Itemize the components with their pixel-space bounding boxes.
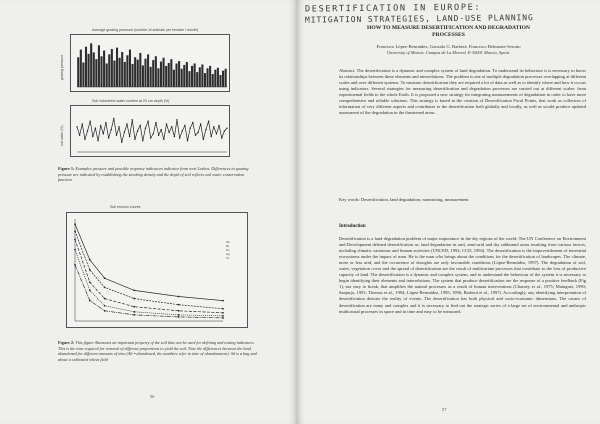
data-point [178,296,180,298]
keywords-line: Key words: Desertification, land degradation, monitoring, measurement [339,197,469,202]
data-point [222,315,224,317]
data-point [82,123,83,124]
data-point [176,119,177,120]
bar [219,75,221,87]
data-point [74,264,76,266]
data-point [74,249,76,251]
data-point [105,122,106,123]
data-point [222,312,224,314]
data-point [121,142,122,143]
data-point [139,125,140,126]
bar [225,69,227,87]
paper-title-line2: PROCESSES [432,32,465,38]
series-line-sc [75,239,223,312]
bar [152,60,154,87]
data-point [178,310,180,312]
data-point [221,137,222,138]
data-point [126,123,127,124]
bar [139,53,141,87]
series-line-ab [75,224,223,301]
introduction-heading: Introduction [339,224,366,229]
bar [100,56,102,87]
bar [111,49,113,87]
bar [124,62,126,87]
data-point [145,128,146,129]
data-point [166,123,167,124]
legend-item: Ab [226,240,230,244]
data-point [133,290,135,292]
bar [170,59,172,87]
data-point [92,136,93,137]
data-point [161,129,162,130]
data-point [133,306,135,308]
data-point [147,121,148,122]
data-point [76,126,77,127]
data-point [74,230,76,232]
figure1-caption-label: Figure 1: [58,166,75,171]
data-point [89,121,90,122]
data-point [87,130,88,131]
figure1-top-chart-title: Average grazing pressure (number of animals per hectare / month) [92,28,199,32]
data-point [226,128,227,129]
bar [214,70,216,87]
figure1-bottom-ylabel: soil water (%) [60,125,64,146]
bar [191,66,193,87]
data-point [95,128,96,129]
data-point [168,132,169,133]
data-point [103,133,104,134]
data-point [205,129,206,130]
right-page-number: 57 [442,407,447,412]
data-point [197,132,198,133]
bar [163,58,165,87]
bar [165,66,167,87]
data-point [104,277,106,279]
bar [196,72,198,87]
bar [108,54,110,87]
data-point [89,300,91,302]
bar [129,50,131,87]
data-point [116,135,117,136]
bar [119,58,121,87]
paper-affiliation: University of Murcia. Campus de La Merced. E-30001 Murcia, Spain. [386,50,511,55]
series-line-rt [75,231,223,309]
data-point [133,311,135,313]
data-point [129,136,130,137]
data-point [132,119,133,120]
data-point [163,139,164,140]
paper-authors: Francisco López-Bermúdez, Gonzalo G. Barberá, Francisco Belmonte-Serrato [376,44,521,49]
data-point [74,223,76,225]
data-point [200,123,201,124]
data-point [133,298,135,300]
data-point [150,137,151,138]
bar [137,60,139,87]
left-page [0,0,297,424]
soil-water-series [77,118,227,142]
data-point [195,135,196,136]
bar [157,68,159,87]
data-point [171,126,172,127]
bar [126,55,128,87]
data-point [108,137,109,138]
figure2-caption-label: Figure 2: [58,340,75,345]
bar [77,57,79,87]
data-point [79,135,80,136]
data-point [153,133,154,134]
figure2-caption [58,340,258,362]
figure1-caption-text: Examples pressure and possible response indicators indicator from west Lesbos. Differences in grazing pressure are indicated by establishing the stocking density and the depth of soil reflects soil water conservation function [58,166,249,182]
bar [121,52,123,87]
figure1-caption [58,166,258,183]
data-point [104,310,106,312]
data-point [192,122,193,123]
data-point [178,304,180,306]
bar [204,73,206,87]
data-point [89,281,91,283]
data-point [216,133,217,134]
introduction-paragraph: Desertification is a land degradation problem of major importance in the dry regions of the world. The UN Conference on Environment and Development defined desertification as: land degradation in arid, semi-arid and dry subhumid areas resulting from various factors, including climatic variations and human activities (UNCED, 1992; CCD, 1994). The desertification is the impoverishment of terrestrial ecosystems under the impact of man. He is the man who brings about the conditions for the desertification of landscapes. The climate, more or less arid, and the occurrence of droughts are only favourable conditions (López-Bermúdez, 1997). The degradation of soil, water, vegetation cover and the spread of desertification are the result of multivariate processes that contribute to the loss of productive capacity of land. The desertification is a dynamic and complex system, and to understand the behaviour of the system it is necessary to begin identifying their elements and interrelations. The system that produce desertification are the response of a positive feedback (Fig 1), not easy to break, that amplifies the natural processes as a result of human interventions (Charney et al., 1975; Mainguet, 1990; Sanjurjo, 1991; Thomas et al., 1994; López-Bermúdez, 1995, 1996; Barberá et al., 1997). Accordingly, any identifying interpretation of desertification distorts the reality of events. The desertification has both physical and socio-economic dimensions. The causes of desertification are many and complex and it is necessary to find out the strategic series of a large set of environmental and anthropic multicausal processes in space and in time and easy to be measured. [339,236,586,314]
data-point [222,317,224,319]
grazing-bar-chart [71,35,231,93]
bar [155,56,157,87]
bar [181,69,183,87]
bar [168,63,170,87]
bar [212,74,214,87]
data-point [142,140,143,141]
data-point [74,239,76,241]
right-page [297,0,600,424]
data-point [104,298,106,300]
data-point [189,128,190,129]
data-point [89,259,91,261]
figure2-legend [226,240,230,260]
bar [207,68,209,87]
bar [147,54,149,87]
paper-title [297,25,600,39]
bar [90,43,92,87]
data-point [113,118,114,119]
bar [188,71,190,87]
series-line-ts [75,265,223,318]
data-point [222,300,224,302]
bar [186,62,188,87]
bar [132,64,134,87]
bar [93,52,95,87]
bar [88,54,90,87]
bar [150,67,152,87]
data-point [222,308,224,310]
figure2-chart [66,212,248,328]
abstract-paragraph: Abstract. The desertification is a dynamic and complex system of land degradation. To understand its behaviour it is necessary to know its relationships between these elements and interrelations. The problem is one of multiple degradation processes overlapping at different scales and over different systems. To measure desertification they are required a lot of data as well as to identify where and how it occurs using indicators. Several strategies for measuring desertification and degradation processes are carried out at different scales: from experimental fields to the whole Earth. It is proposed a new strategy for integrating measurements of degradation in order to have more comprehensive and reliable solutions. This strategy is based in the creation of Desertification Focal Points, that work as collectors of information of very different aspects and contributes to the desertification both globally and locally, as well as would produce updated assessment of the degradation in the threatened areas. [339,68,586,116]
data-point [155,122,156,123]
handwritten-note-line1: DESERTIFICATION IN EUROPE: [304,2,482,15]
bar [175,63,177,87]
data-point [89,269,91,271]
bar [142,65,144,87]
bar [144,59,146,87]
bar [160,62,162,87]
data-point [184,125,185,126]
figure1-top-ylabel: grazing pressure [60,54,64,80]
data-point [158,135,159,136]
figure1-top-chart [70,34,230,92]
data-point [224,130,225,131]
legend-item: Ag [226,252,230,256]
figure2-caption-text: This figure illustrates an important property of the soil that can be used for defining and testing indicators. This is the time required for removal of different proportions to yield the soil. Note the differences between the land abandoned for different amounts of time (Ab =abandoned, the numbers refer to time of abandonment). Sd is a bag and about a cultivated wheat field [58,340,257,362]
data-point [124,132,125,133]
bar [178,61,180,87]
data-point [179,137,180,138]
data-point [100,125,101,126]
bar [173,70,175,87]
bar [222,71,224,87]
soil-erosion-chart [67,213,249,329]
bar [80,50,82,87]
data-point [211,136,212,137]
data-point [97,140,98,141]
legend-item: Rt [226,244,229,248]
legend-item: Ts [226,256,229,260]
data-point [178,316,180,318]
legend-item: Sc [226,248,230,252]
data-point [203,139,204,140]
data-point [218,125,219,126]
data-point [174,136,175,137]
figure2-chart-title: Soil erosion curves [110,205,141,209]
bar [217,68,219,87]
bar [95,59,97,87]
bar [209,66,211,87]
bar [113,61,115,87]
bar [85,47,87,87]
data-point [118,126,119,127]
bar [116,48,118,87]
data-point [133,314,135,316]
bar [201,64,203,87]
figure1-bottom-chart [70,105,230,157]
data-point [134,139,135,140]
bar [134,57,136,87]
data-point [104,305,106,307]
bar [199,67,201,87]
bar [82,63,84,87]
data-point [137,130,138,131]
paper-title-line1: HOW TO MEASURE DESERTIFICATION AND DEGRADATION [367,25,530,31]
bar [98,45,100,87]
data-point [104,286,106,288]
soil-water-line-chart [71,106,231,158]
data-point [187,140,188,141]
bar [183,65,185,87]
left-page-number: 56 [150,394,155,399]
bar [103,51,105,87]
data-point [111,129,112,130]
bar [106,63,108,87]
data-point [178,314,180,316]
data-point [84,139,85,140]
figure1-bottom-chart-title: Soil volumetric water content at 20 cm depth (%) [92,99,170,103]
data-point [208,121,209,122]
handwritten-note-line2: MITIGATION STRATEGIES, LAND-USE PLANNING [304,13,534,25]
data-point [182,130,183,131]
bar [194,63,196,87]
data-point [213,126,214,127]
data-point [89,290,91,292]
